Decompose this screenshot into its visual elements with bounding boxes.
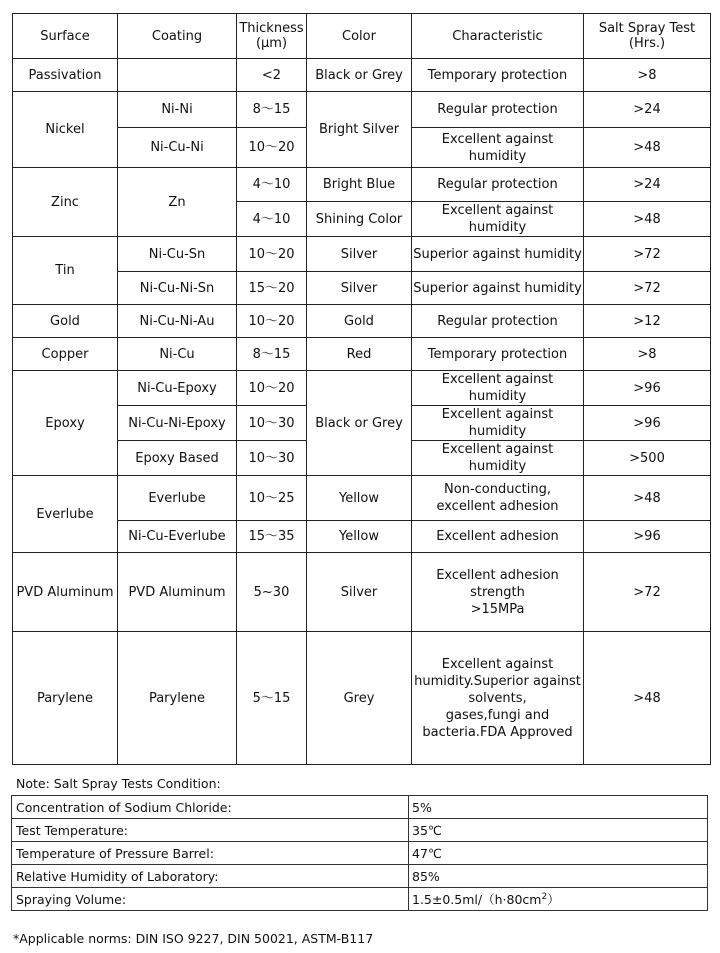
color-cell: Yellow (307, 476, 412, 521)
thickness-cell: 10～30 (237, 406, 307, 441)
coating-cell: Ni-Cu-Ni-Sn (118, 272, 237, 305)
coating-cell: Ni-Ni (118, 92, 237, 128)
salt-cell: >500 (584, 441, 711, 476)
table-row (13, 371, 711, 406)
table-row (13, 59, 711, 92)
color-cell: Bright Blue (307, 168, 412, 202)
table-row (13, 338, 711, 371)
header-salt-title: Salt Spray Test (598, 21, 696, 36)
header-thickness (237, 14, 307, 59)
characteristic-cell: Excellent against humidity (412, 202, 584, 237)
condition-label: Relative Humidity of Laboratory: (12, 865, 409, 888)
test-conditions-table (11, 795, 708, 911)
surface-cell: PVD Aluminum (13, 553, 118, 632)
salt-cell: >96 (584, 371, 711, 406)
salt-cell: >8 (584, 338, 711, 371)
thickness-cell: 8～15 (237, 338, 307, 371)
table-row (13, 553, 711, 632)
coating-cell: Ni-Cu-Everlube (118, 521, 237, 553)
characteristic-cell: Excellent against humidity (412, 128, 584, 168)
salt-cell: >48 (584, 632, 711, 765)
characteristic-line: Non-conducting, (444, 482, 551, 497)
table-row (13, 92, 711, 128)
salt-cell: >8 (584, 59, 711, 92)
characteristic-cell (412, 553, 584, 632)
coating-cell: Ni-Cu-Sn (118, 237, 237, 272)
color-cell: Shining Color (307, 202, 412, 237)
coating-cell: Zn (118, 168, 237, 237)
thickness-cell: 10～20 (237, 371, 307, 406)
header-color: Color (307, 14, 412, 59)
surface-cell: Parylene (13, 632, 118, 765)
characteristic-line: bacteria.FDA Approved (422, 724, 573, 740)
condition-value: 5% (409, 796, 708, 819)
table-row (13, 272, 711, 305)
applicable-norms-footnote: *Applicable norms: DIN ISO 9227, DIN 50021, ASTM-B117 (13, 931, 374, 946)
coating-cell: Epoxy Based (118, 441, 237, 476)
surface-cell: Everlube (13, 476, 118, 553)
coating-cell: Ni-Cu (118, 338, 237, 371)
characteristic-cell: Regular protection (412, 305, 584, 338)
thickness-cell: 4～10 (237, 168, 307, 202)
coating-cell: Parylene (118, 632, 237, 765)
coating-cell: Ni-Cu-Epoxy (118, 371, 237, 406)
thickness-cell: 10～25 (237, 476, 307, 521)
thickness-cell: 15～20 (237, 272, 307, 305)
characteristic-cell: Regular protection (412, 92, 584, 128)
characteristic-cell (412, 632, 584, 765)
coating-cell (118, 59, 237, 92)
salt-cell: >48 (584, 476, 711, 521)
condition-row (12, 888, 708, 911)
condition-value: 47℃ (409, 842, 708, 865)
coating-specification-table (12, 13, 711, 765)
condition-row (12, 842, 708, 865)
table-row (13, 305, 711, 338)
characteristic-cell: Superior against humidity (412, 272, 584, 305)
color-cell: Black or Grey (307, 59, 412, 92)
condition-label: Spraying Volume: (12, 888, 409, 911)
characteristic-cell: Excellent against humidity (412, 371, 584, 406)
color-cell: Red (307, 338, 412, 371)
salt-cell: >96 (584, 521, 711, 553)
surface-cell: Passivation (13, 59, 118, 92)
thickness-cell: 5~30 (237, 553, 307, 632)
thickness-cell: 5～15 (237, 632, 307, 765)
characteristic-line: strength (470, 584, 525, 600)
surface-cell: Tin (13, 237, 118, 305)
condition-value (409, 888, 708, 911)
coating-cell: Ni-Cu-Ni-Au (118, 305, 237, 338)
surface-cell: Zinc (13, 168, 118, 237)
spraying-volume-value: 1.5±0.5ml/（h·80cm (412, 892, 542, 907)
header-coating: Coating (118, 14, 237, 59)
thickness-cell: <2 (237, 59, 307, 92)
color-cell: Yellow (307, 521, 412, 553)
surface-cell: Nickel (13, 92, 118, 168)
note-title: Note: Salt Spray Tests Condition: (16, 776, 221, 791)
characteristic-cell: Excellent against humidity (412, 441, 584, 476)
condition-row (12, 819, 708, 842)
color-cell: Silver (307, 237, 412, 272)
coating-cell: PVD Aluminum (118, 553, 237, 632)
header-row (13, 14, 711, 59)
salt-cell: >24 (584, 168, 711, 202)
characteristic-line: >15MPa (470, 601, 525, 617)
thickness-cell: 8～15 (237, 92, 307, 128)
condition-row (12, 865, 708, 888)
surface-cell: Copper (13, 338, 118, 371)
condition-value: 85% (409, 865, 708, 888)
salt-cell: >72 (584, 237, 711, 272)
salt-cell: >72 (584, 272, 711, 305)
coating-cell: Everlube (118, 476, 237, 521)
table-row (13, 521, 711, 553)
thickness-cell: 10～20 (237, 305, 307, 338)
header-salt-unit: (Hrs.) (628, 36, 666, 51)
surface-cell: Epoxy (13, 371, 118, 476)
salt-cell: >96 (584, 406, 711, 441)
salt-cell: >24 (584, 92, 711, 128)
color-cell: Black or Grey (307, 371, 412, 476)
superscript-exponent: 2 (541, 891, 548, 902)
color-cell: Gold (307, 305, 412, 338)
characteristic-line: Excellent adhesion (436, 567, 559, 583)
characteristic-line: excellent adhesion (436, 499, 559, 514)
characteristic-cell (412, 476, 584, 521)
characteristic-line: Excellent against (441, 656, 554, 672)
thickness-cell: 10～20 (237, 237, 307, 272)
thickness-cell: 10～20 (237, 128, 307, 168)
header-characteristic: Characteristic (412, 14, 584, 59)
characteristic-cell: Temporary protection (412, 59, 584, 92)
color-cell: Silver (307, 272, 412, 305)
characteristic-line: humidity.Superior against (414, 673, 581, 689)
header-surface: Surface (13, 14, 118, 59)
condition-label: Test Temperature: (12, 819, 409, 842)
closing-paren: ） (547, 892, 560, 907)
characteristic-cell: Excellent against humidity (412, 406, 584, 441)
table-row (13, 237, 711, 272)
header-salt-spray (584, 14, 711, 59)
condition-value: 35℃ (409, 819, 708, 842)
table-row (13, 476, 711, 521)
thickness-cell: 15～35 (237, 521, 307, 553)
thickness-cell: 4～10 (237, 202, 307, 237)
header-thickness-title: Thickness (239, 21, 304, 36)
table-row (13, 632, 711, 765)
characteristic-cell: Superior against humidity (412, 237, 584, 272)
thickness-cell: 10～30 (237, 441, 307, 476)
table-row (13, 168, 711, 202)
salt-cell: >48 (584, 202, 711, 237)
color-cell: Bright Silver (307, 92, 412, 168)
coating-cell: Ni-Cu-Ni (118, 128, 237, 168)
condition-row (12, 796, 708, 819)
characteristic-cell: Excellent adhesion (412, 521, 584, 553)
color-cell: Grey (307, 632, 412, 765)
characteristic-line: solvents, (468, 690, 527, 706)
color-cell: Silver (307, 553, 412, 632)
surface-cell: Gold (13, 305, 118, 338)
characteristic-cell: Regular protection (412, 168, 584, 202)
condition-label: Concentration of Sodium Chloride: (12, 796, 409, 819)
coating-cell: Ni-Cu-Ni-Epoxy (118, 406, 237, 441)
salt-cell: >12 (584, 305, 711, 338)
salt-cell: >72 (584, 553, 711, 632)
characteristic-line: gases,fungi and (445, 707, 550, 723)
header-thickness-unit: (μm) (255, 36, 288, 51)
characteristic-cell: Temporary protection (412, 338, 584, 371)
condition-label: Temperature of Pressure Barrel: (12, 842, 409, 865)
salt-cell: >48 (584, 128, 711, 168)
